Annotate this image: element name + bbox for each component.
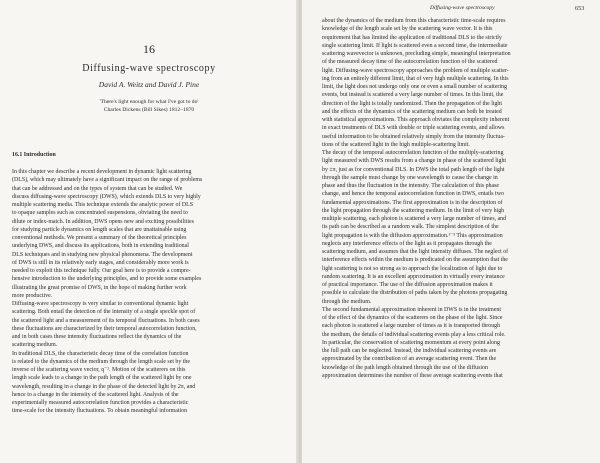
epigraph-quote: 'There's light enough for what I've got to do'	[99, 99, 199, 105]
body-text-line: change, and hence the temporal autocorrelation function in DWS, entails two	[322, 191, 504, 198]
body-text-line: length scale leads to a change in the path length of the scattered light by one	[12, 375, 192, 382]
body-text-line: each photon is scattered a large number of times as it is transported through	[322, 323, 501, 330]
chapter-number: 16	[143, 42, 155, 56]
body-text-line: light scattering is not so strong as to approach the localization of light due to	[322, 265, 503, 272]
chapter-title: Diffusing-wave spectroscopy	[82, 63, 216, 74]
chapter-authors: David A. Weitz and David J. Pine	[98, 80, 200, 89]
body-text-line: and the effects of the dynamics of the scattering medium can both be treated	[322, 108, 502, 115]
body-text-line: its path can be described as a random walk. The simplest description of the	[322, 224, 499, 231]
body-text-line: the scattered light and a measurement of its temporal fluctuations. In both cases	[12, 317, 200, 324]
body-text-line: discuss diffusing-wave spectroscopy (DWS), which extends DLS to very highly	[12, 193, 201, 200]
body-text-line: about the dynamics of the medium from this characteristic time-scale requires	[322, 18, 506, 24]
body-text-line: The second fundamental approximation inherent in DWS is in the treatment	[322, 306, 501, 313]
body-text-line: tions of the scattered light in the high multiple-scattering limit.	[322, 141, 470, 148]
body-text-line: useful information to be obtained relatively simply from the intensity fluctua-	[322, 133, 505, 140]
body-text-line: direction of the light is totally randomized. Then the propagation of the light	[322, 100, 503, 107]
body-text-line: to opaque samples such as concentrated suspensions, obviating the need to	[12, 210, 188, 217]
body-text-line: multiple scattering, each photon is scattered a very large number of times, and	[322, 216, 507, 222]
left-page	[0, 0, 298, 463]
body-text-line: scattering medium, and assumes that the light intensity diffuses. The neglect of	[322, 249, 509, 255]
body-text-line: in exact treatments of DLS with double or triple scattering events, and allows	[322, 125, 505, 132]
body-text-line: possible to calculate the distribution of paths taken by the photons propagating	[322, 290, 508, 297]
page-number: 653	[575, 5, 585, 12]
body-text-line: of practical importance. The use of the diffusion approximation makes it	[322, 282, 493, 288]
body-text-line: random scattering. It is an excellent approximation in virtually every instance	[322, 273, 505, 280]
body-text-line: illustrating the great promise of DWS, in the hope of making further work	[12, 284, 187, 291]
body-text-line: the medium, the details of individual scattering events play a less critical role.	[322, 331, 506, 338]
body-text-line: Diffusing-wave spectroscopy is very similar to conventional dynamic light	[12, 301, 189, 307]
body-text-line: the full path can be neglected. Instead, the individual scattering events are	[322, 348, 497, 354]
body-text-line: time-scale for the intensity fluctuations. To obtain meaningful information	[12, 408, 188, 415]
body-text-line: neglects any interference effects of the light as it propagates through the	[322, 240, 492, 247]
body-text-line: ing from an entirely different limit, that of very high multiple scattering. In this	[322, 75, 509, 82]
body-text-line: needed to exploit this technique fully. Our goal here is to provide a compre-	[12, 268, 191, 274]
body-text-line: by ±π, just as for conventional DLS. In DWS the total path length of the light	[322, 166, 505, 173]
body-text-line: hensive introduction to the underlying principles, and to provide some examples	[12, 276, 202, 283]
body-text-line: the light propagation through the scattering medium. In the limit of very high	[322, 207, 505, 214]
body-text-line: underlying DWS, and discuss its applications, both in extending traditional	[12, 243, 189, 250]
body-text-line: In traditional DLS, the characteristic decay time of the correlation function	[12, 350, 189, 357]
body-text-line: The decay of the temporal autocorrelation function of the multiply-scattering	[322, 150, 504, 156]
body-text-line: light. Diffusing-wave spectroscopy approaches the problem of multiple scatter-	[322, 67, 509, 74]
body-text-line: limit, the light does not undergo only one or even a small number of scattering	[322, 84, 507, 90]
body-text-line: (DLS), which may ultimately have a significant impact on the range of problems	[12, 177, 203, 184]
body-text-line: scattering wavevector is unknown, precluding simple, meaningful interpretation	[322, 51, 511, 57]
right-page	[302, 0, 600, 463]
body-text-line: of DWS is still in its relatively early stages, and considerably more work is	[12, 259, 189, 266]
body-text-line: through the medium.	[322, 298, 372, 305]
body-text-line: is related to the dynamics of the medium through the length scale set by the	[12, 358, 190, 365]
body-text-line: phase and thus the fluctuation in the intensity. The calculation of this phase	[322, 183, 500, 189]
body-text-line: approximated by the contribution of an average scattering event. Then the	[322, 356, 497, 363]
body-text-line: hence to a change in the intensity of the scattered light. Analysis of the	[12, 391, 179, 398]
right-body-text	[322, 17, 592, 380]
body-text-line: scattering medium.	[12, 342, 58, 349]
body-text-line: inverse of the scattering wave vector, q⁻¹. Motion of the scatterers on this	[12, 367, 186, 373]
body-text-line: fundamental approximations. The first approximation is in the description of	[322, 199, 503, 206]
body-text-line: with statistical approximations. This approach obviates the complexity inherent	[322, 117, 510, 123]
epigraph-source: Charles Dickens (Bill Sikes) 1812–1870	[103, 106, 195, 113]
body-text-line: dilute or index-match. In addition, DWS opens new and exciting possibilities	[12, 218, 194, 225]
body-text-line: scattering. Both entail the detection of the intensity of a single speckle spot of	[12, 309, 196, 316]
body-text-line: of the measured decay time of the autocorrelation function of the scattered	[322, 59, 498, 66]
body-text-line: approximation determines the number of these average scattering events that	[322, 372, 503, 379]
body-text-line: In particular, the conservation of scattering momentum at every point along	[322, 339, 500, 346]
body-text-line: and in both cases these intensity fluctuations reflect the dynamics of the	[12, 334, 182, 340]
body-text-line: that can be addressed and on the types of system that can be studied. We	[12, 185, 183, 192]
body-text-line: these fluctuations are characterized by their temporal autocorrelation function,	[12, 325, 197, 332]
body-text-line: In this chapter we describe a recent development in dynamic light scattering	[12, 169, 192, 175]
body-text-line: light propagation is with the diffusion approximation.¹⁻³ This approximation	[322, 232, 503, 239]
body-text-line: light measured with DWS results from a change in phase of the scattered light	[322, 158, 507, 165]
body-text-line: through the sample must change by one wavelength to cause the change in	[322, 174, 498, 181]
body-text-line: knowledge of the path length obtained through the use of the diffusion	[322, 364, 488, 371]
body-text-line: for studying particle dynamics on length scales that are unattainable using	[12, 226, 187, 233]
left-body-text	[12, 168, 290, 416]
body-text-line: DLS techniques and in studying new physical phenomena. The development	[12, 251, 193, 258]
body-text-line: wavelength, resulting in a change in the phase of the detected light by 2π, and	[12, 383, 196, 390]
body-text-line: conventional methods. We present a summary of the theoretical principles	[12, 235, 187, 241]
body-text-line: single scattering limit. If light is scattered even a second time, the intermediate	[322, 42, 508, 49]
running-head: Diffusing-wave spectroscopy	[430, 5, 495, 11]
section-heading: 16.1 Introduction	[12, 152, 56, 158]
body-text-line: interference effects within the medium is predicated on the assumption that the	[322, 257, 508, 264]
body-text-line: of the effect of the dynamics of the scatterers on the phase of the light. Since	[322, 315, 503, 321]
body-text-line: experimentally measured autocorrelation function provides a characteristic	[12, 400, 189, 406]
body-text-line: more productive.	[12, 292, 53, 299]
body-text-line: requirement that has limited the application of traditional DLS to the strictly	[322, 34, 502, 41]
body-text-line: events, but instead is scattered a very large number of times. In this limit, the	[322, 92, 504, 99]
body-text-line: knowledge of the length scale set by the scattering wave vector. It is this	[322, 26, 493, 33]
body-text-line: multiple scattering media. This technique extends the analytic power of DLS	[12, 202, 193, 208]
